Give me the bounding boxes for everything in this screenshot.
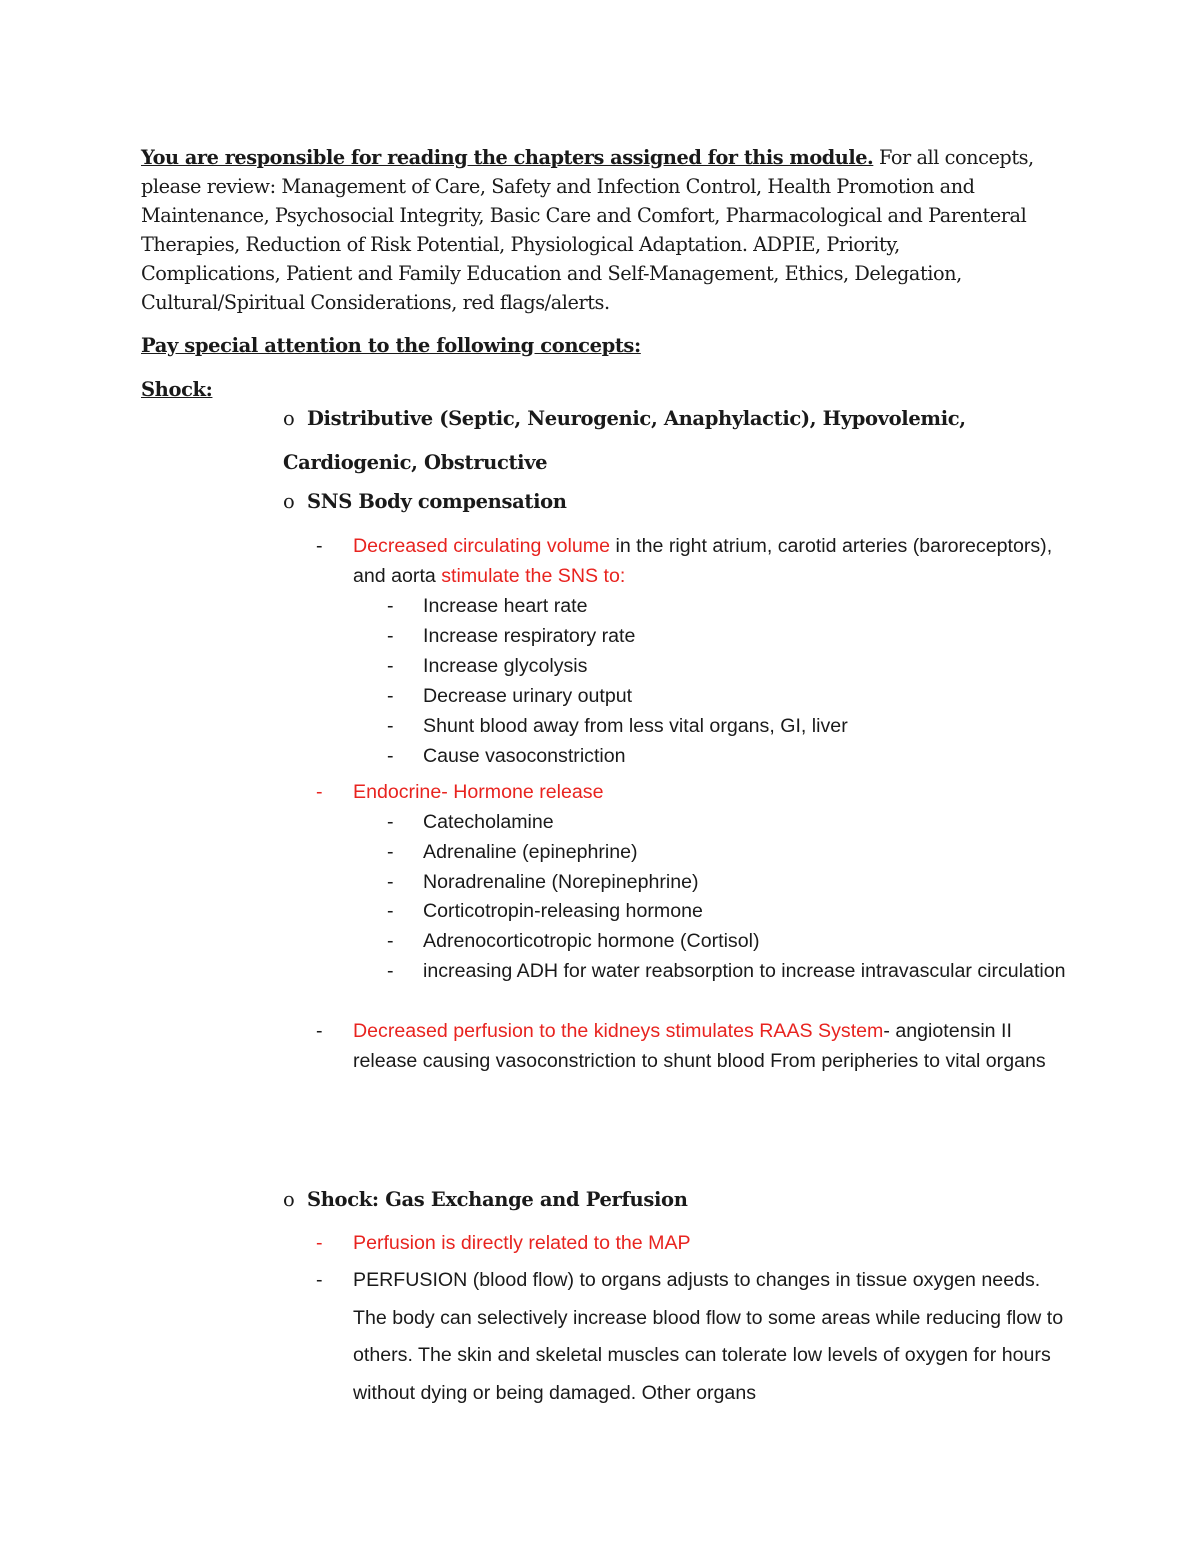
bullet-shock-types <box>283 407 966 430</box>
raas-red: Decreased perfusion to the kidneys stimulates RAAS System <box>353 1020 884 1042</box>
effect-text: Shunt blood away from less vital organs, GI, liver <box>423 715 848 737</box>
volume-text <box>353 531 1073 591</box>
dash-icon: - <box>387 960 394 982</box>
dash-icon: - <box>316 781 323 803</box>
effect-text: Decrease urinary output <box>423 685 633 707</box>
hormone-text: increasing ADH for water reabsorption to increase intravascular circulation <box>423 960 1066 982</box>
sns-title: SNS Body compensation <box>307 490 567 513</box>
dash-icon: - <box>387 655 394 677</box>
circle-bullet-icon: o <box>283 490 295 513</box>
dash-icon: - <box>387 811 394 833</box>
intro-body: For all concepts, please review: Management of Care, Safety and Infection Control, Health Promotion and Maintenance, Psychosocial Integrity, Basic Care and Comfort, Pharmacological and Parenteral Therapies, Reduction of Risk Potential, Physiological Adaptation. ADPIE, Priority, Complications, Patient and Family Education and Self-Management, Ethics, Delegation, Cultural/Spiritual Considerations, red flags/alerts. <box>141 146 1034 314</box>
effect-text: Increase respiratory rate <box>423 625 636 647</box>
effect-text: Increase heart rate <box>423 595 588 617</box>
dash-icon: - <box>387 900 394 922</box>
dash-icon: - <box>387 715 394 737</box>
dash-icon: - <box>316 535 323 557</box>
raas-text <box>353 1016 1073 1076</box>
hormone-text: Adrenocorticotropic hormone (Cortisol) <box>423 930 760 952</box>
circle-bullet-icon: o <box>283 1188 295 1211</box>
volume-mid: in the right atrium, carotid arteries (baroreceptors), and aorta <box>353 535 1053 587</box>
dash-icon: - <box>387 930 394 952</box>
circle-bullet-icon: o <box>283 407 295 430</box>
effect-text: Increase glycolysis <box>423 655 588 677</box>
gas-title: Shock: Gas Exchange and Perfusion <box>307 1188 688 1211</box>
shock-heading: Shock: <box>141 378 213 401</box>
dash-icon: - <box>387 871 394 893</box>
perfusion-text: PERFUSION (blood flow) to organs adjusts to changes in tissue oxygen needs. The body can selectively increase blood flow to some areas while reducing flow to others. The skin and skeletal muscles can tolerate low levels of oxygen for hours without dying or being damaged. Other organs <box>353 1269 1064 1404</box>
dash-icon: - <box>387 625 394 647</box>
volume-colon: : <box>619 565 626 587</box>
pay-attention-heading: Pay special attention to the following concepts: <box>141 334 641 357</box>
dash-icon: - <box>316 1269 323 1291</box>
dash-icon: - <box>316 1020 323 1042</box>
bullet-sns <box>283 490 567 513</box>
endocrine-text: Endocrine- Hormone release <box>353 781 604 803</box>
dash-icon: - <box>387 841 394 863</box>
dash-icon: - <box>387 595 394 617</box>
effect-text: Cause vasoconstriction <box>423 745 626 767</box>
dash-icon: - <box>387 745 394 767</box>
map-text: Perfusion is directly related to the MAP <box>353 1232 691 1254</box>
volume-red-1: Decreased circulating volume <box>353 535 611 557</box>
hormone-text: Catecholamine <box>423 811 554 833</box>
intro-lead: You are responsible for reading the chapters assigned for this module. <box>141 146 874 169</box>
bullet-gas-exchange <box>283 1188 688 1211</box>
volume-red-2: stimulate the SNS to <box>441 565 620 587</box>
hormone-text: Adrenaline (epinephrine) <box>423 841 638 863</box>
raas-rest: - angiotensin II release causing vasoconstriction to shunt blood From peripheries to vital organs <box>353 1020 1046 1072</box>
dash-icon: - <box>316 1232 323 1254</box>
shock-types-line2: Cardiogenic, Obstructive <box>283 451 548 474</box>
hormone-text: Corticotropin-releasing hormone <box>423 900 703 922</box>
intro-paragraph <box>141 143 1041 317</box>
shock-types-line1: Distributive (Septic, Neurogenic, Anaphylactic), Hypovolemic, <box>307 407 966 430</box>
hormone-text: Noradrenaline (Norepinephrine) <box>423 871 699 893</box>
dash-icon: - <box>387 685 394 707</box>
